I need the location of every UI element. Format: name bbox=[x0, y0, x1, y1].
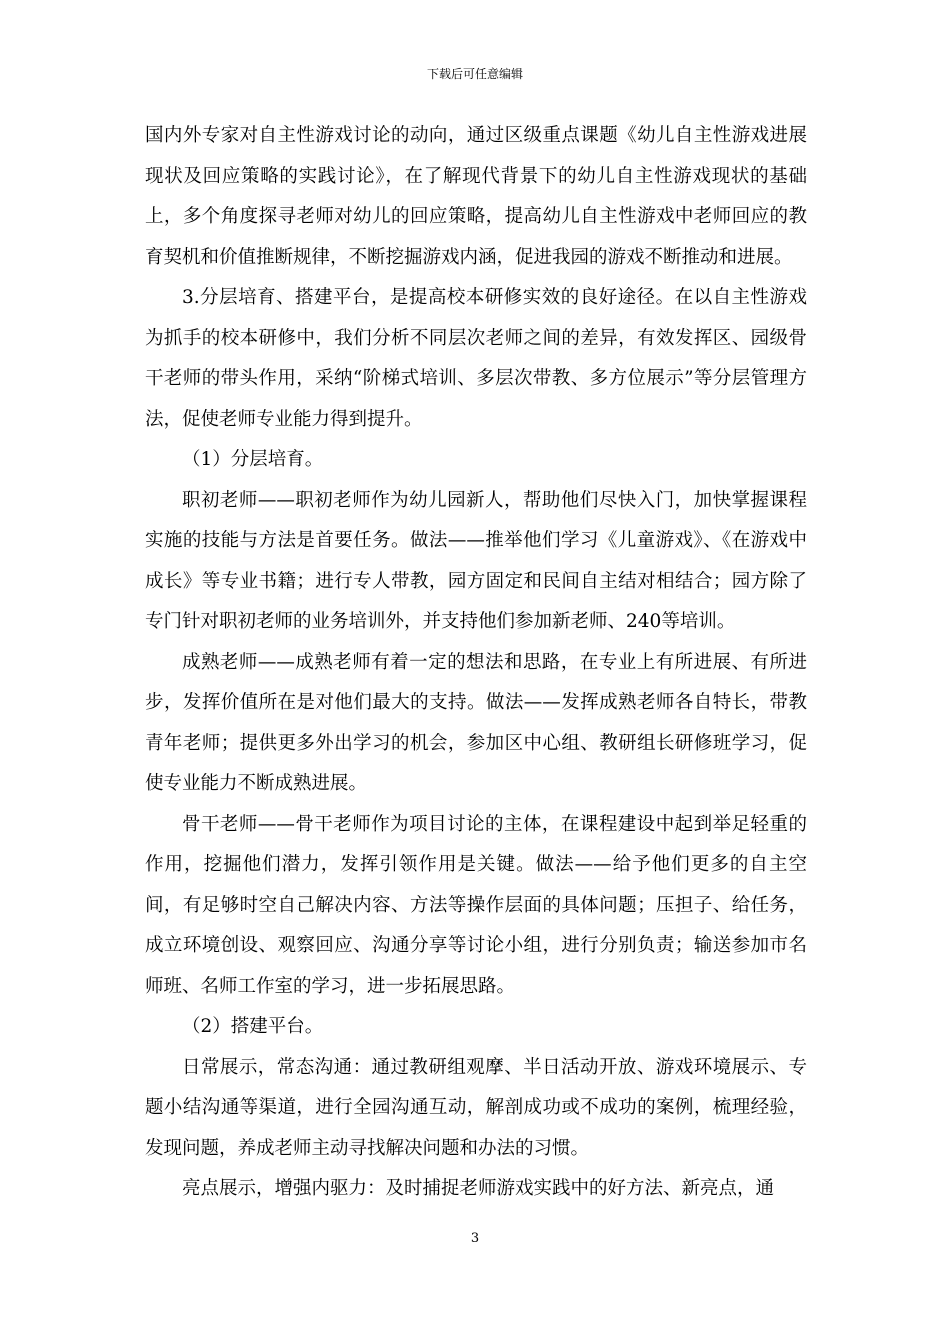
paragraph-backbone-teachers: 骨干老师——骨干老师作为项目讨论的主体，在课程建设中起到举足轻重的作用，挖掘他们潜力，发挥引领作用是关键。做法——给予他们更多的自主空间，有足够时空自己解决内容、方法等操作层面的具体问题；压担子、给任务，成立环境创设、观察回应、沟通分享等讨论小组，进行分别负责；输送参加市名师班、名师工作室的学习，进一步拓展思路。 bbox=[145, 813, 807, 997]
paragraph-point-3: 3.分层培育、搭建平台，是提高校本研修实效的良好途径。在以自主性游戏为抓手的校本研修中，我们分析不同层次老师之间的差异，有效发挥区、园级骨干老师的带头作用，采纳“阶梯式培训、多层次带教、多方位展示”等分层管理方法，促使老师专业能力得到提升。 bbox=[145, 287, 807, 430]
page-header: 下载后可任意编辑 bbox=[426, 67, 523, 81]
subheading-layered-training: （1）分层培育。 bbox=[182, 449, 324, 470]
paragraph-novice-teachers: 职初老师——职初老师作为幼儿园新人，帮助他们尽快入门，加快掌握课程实施的技能与方法是首要任务。做法——推举他们学习《儿童游戏》、《在游戏中成长》等专业书籍；进行专人带教，园方固定和民间自主结对相结合；园方除了专门针对职初老师的业务培训外，并支持他们参加新老师、240等培训。 bbox=[145, 489, 807, 632]
subheading-build-platform: （2）搭建平台。 bbox=[182, 1016, 324, 1037]
document-body bbox=[145, 116, 807, 1210]
paragraph-continuation: 国内外专家对自主性游戏讨论的动向，通过区级重点课题《幼儿自主性游戏进展现状及回应策略的实践讨论》，在了解现代背景下的幼儿自主性游戏现状的基础上，多个角度探寻老师对幼儿的回应策略，提高幼儿自主性游戏中老师回应的教育契机和价值推断规律，不断挖掘游戏内涵，促进我园的游戏不断推动和进展。 bbox=[145, 125, 807, 268]
paragraph-highlight-display: 亮点展示，增强内驱力：及时捕捉老师游戏实践中的好方法、新亮点，通 bbox=[182, 1178, 775, 1199]
paragraph-mature-teachers: 成熟老师——成熟老师有着一定的想法和思路，在专业上有所进展、有所进步，发挥价值所在是对他们最大的支持。做法——发挥成熟老师各自特长，带教青年老师；提供更多外出学习的机会，参加区中心组、教研组长研修班学习，促使专业能力不断成熟进展。 bbox=[145, 651, 807, 794]
paragraph-daily-display: 日常展示，常态沟通：通过教研组观摩、半日活动开放、游戏环境展示、专题小结沟通等渠道，进行全园沟通互动，解剖成功或不成功的案例，梳理经验，发现问题，养成老师主动寻找解决问题和办法的习惯。 bbox=[145, 1056, 807, 1159]
page-number: 3 bbox=[470, 1231, 480, 1246]
